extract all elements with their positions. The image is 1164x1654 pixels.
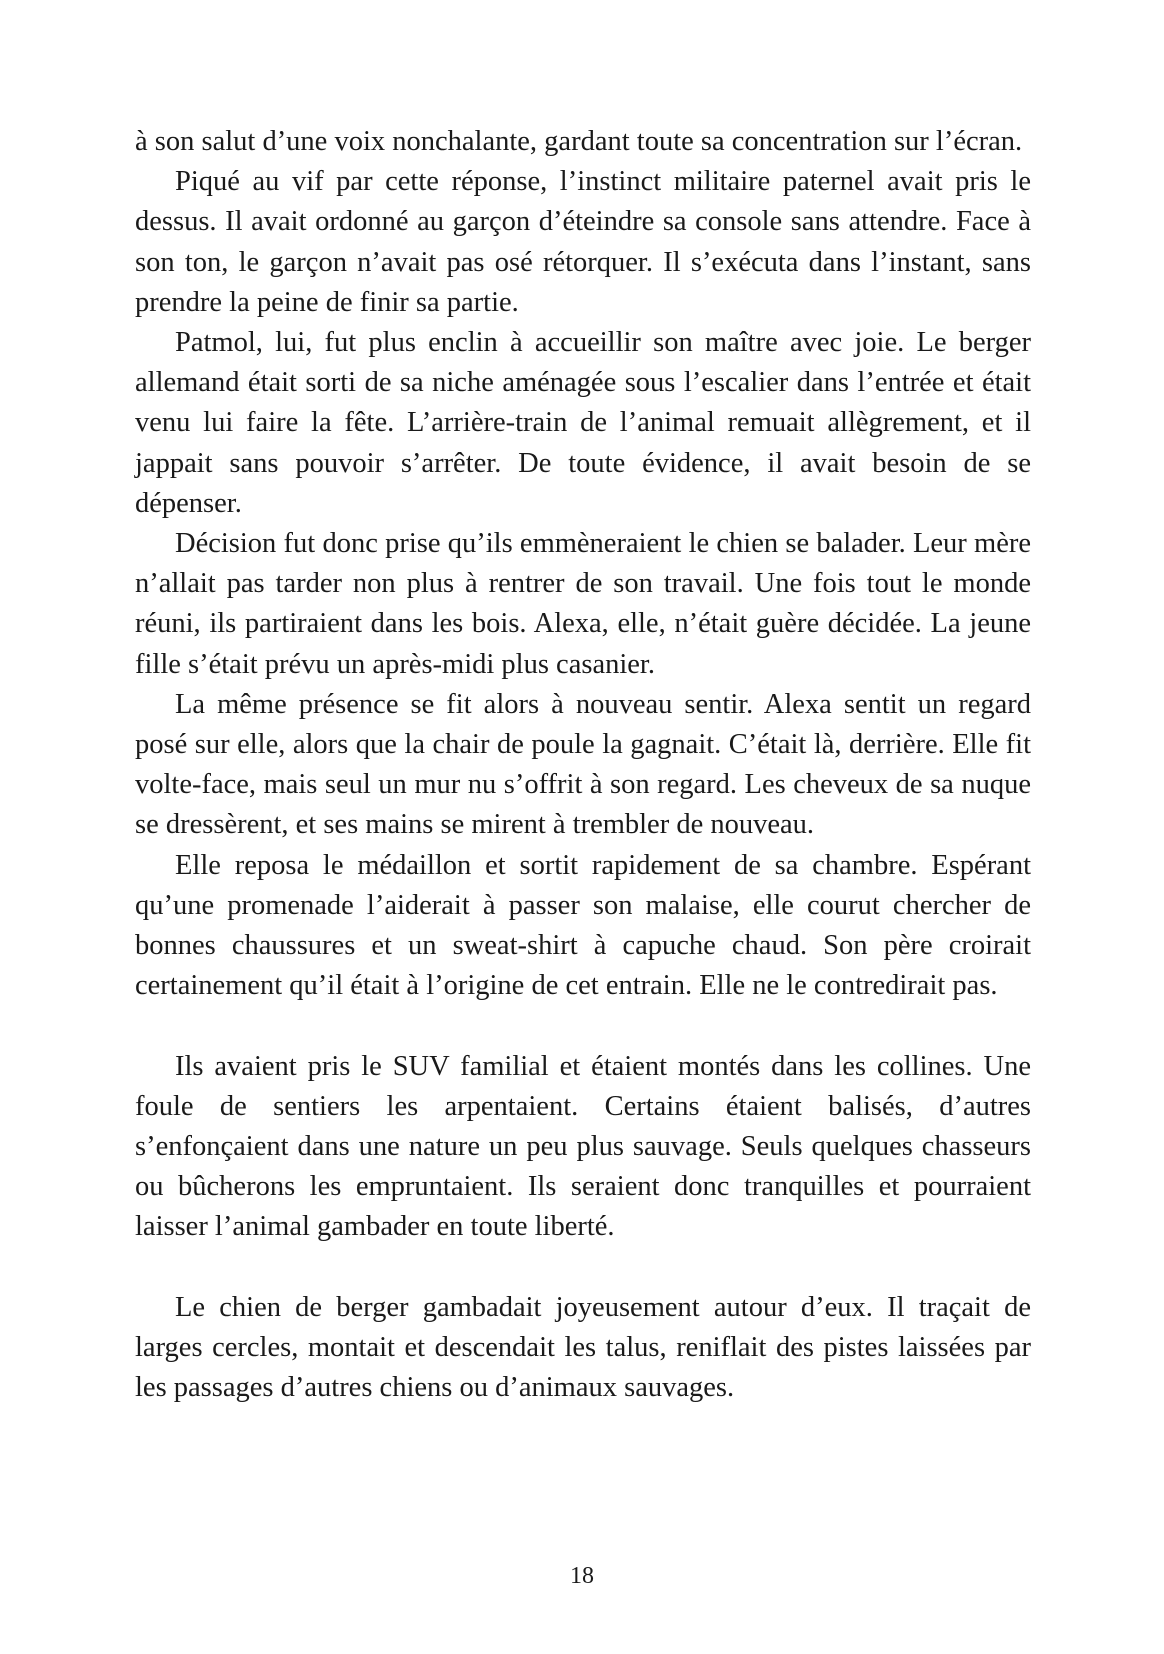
- paragraph-3: Patmol, lui, fut plus enclin à accueillir son maître avec joie. Le berger allemand était sorti de sa niche aménagée sous l’escalier dans l’entrée et était venu lui faire la fête. L’arrière-train de l’animal remuait allègrement, et il jappait sans pouvoir s’arrêter. De toute évidence, il avait besoin de se dépenser.: [135, 327, 1031, 519]
- paragraph-2: Piqué au vif par cette réponse, l’instinct militaire paternel avait pris le dessus. Il avait ordonné au garçon d’éteindre sa console sans attendre. Face à son ton, le garçon n’avait pas osé rétorquer. Il s’exécuta dans l’instant, sans prendre la peine de finir sa partie.: [135, 166, 1031, 318]
- paragraph-4: Décision fut donc prise qu’ils emmèneraient le chien se balader. Leur mère n’allait pas tarder non plus à rentrer de son travail. Une fois tout le monde réuni, ils partiraient dans les bois. Alexa, elle, n’était guère décidée. La jeune fille s’était prévu un après-midi plus casanier.: [135, 528, 1031, 680]
- paragraph-6: Elle reposa le médaillon et sortit rapidement de sa chambre. Espérant qu’une promenade l’aiderait à passer son malaise, elle courut chercher de bonnes chaussures et un sweat-shirt à capuche chaud. Son père croirait certainement qu’il était à l’origine de cet entrain. Elle ne le contredirait pas.: [135, 849, 1031, 1002]
- body-text: [135, 122, 1031, 1408]
- paragraph-5: La même présence se fit alors à nouveau sentir. Alexa sentit un regard posé sur elle, alors que la chair de poule la gagnait. C’était là, derrière. Elle fit volte-face, mais seul un mur nu s’offrit à son regard. Les cheveux de sa nuque se dressèrent, et ses mains se mirent à trembler de nouveau.: [135, 688, 1031, 841]
- page-number: 18: [570, 1563, 594, 1589]
- paragraph-1: à son salut d’une voix nonchalante, gardant toute sa concentration sur l’écran.: [135, 126, 1023, 157]
- paragraph-7: Ils avaient pris le SUV familial et étaient montés dans les collines. Une foule de sentiers les arpentaient. Certains étaient balisés, d’autres s’enfonçaient dans une nature un peu plus sauvage. Seuls quelques chasseurs ou bûcherons les empruntaient. Ils seraient donc tranquilles et pourraient laisser l’animal gambader en toute liberté.: [135, 1050, 1031, 1243]
- paragraph-8: Le chien de berger gambadait joyeusement autour d’eux. Il traçait de larges cercles, montait et descendait les talus, reniflait des pistes laissées par les passages d’autres chiens ou d’animaux sauvages.: [135, 1291, 1031, 1404]
